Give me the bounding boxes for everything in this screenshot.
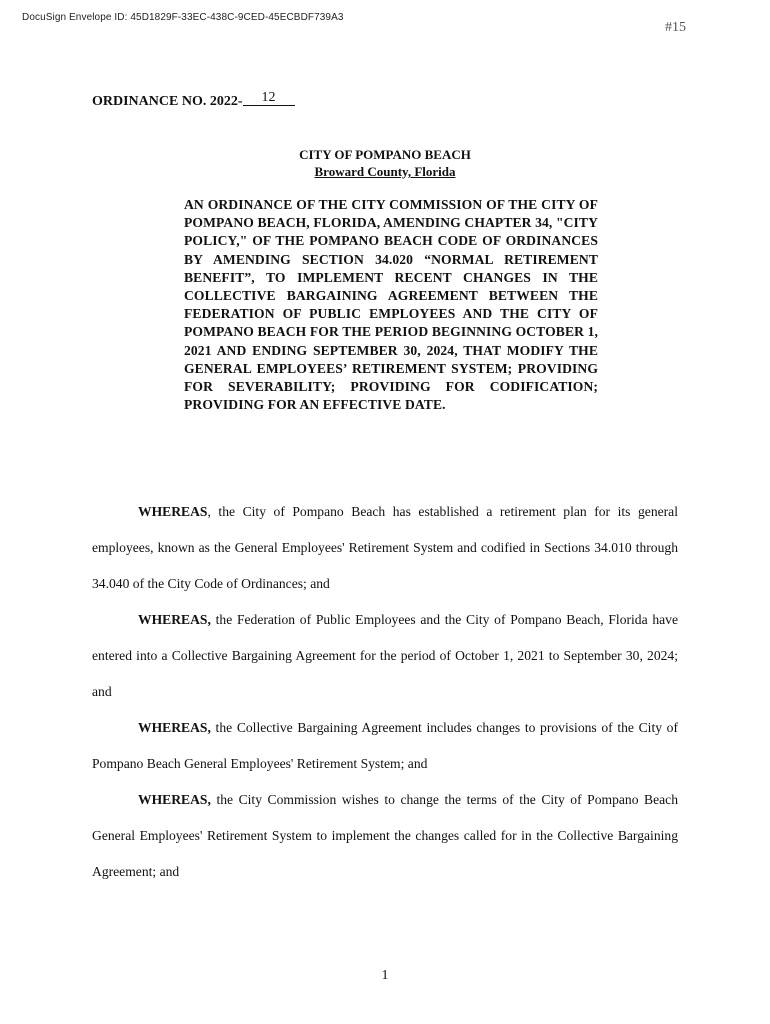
docusign-envelope-id: DocuSign Envelope ID: 45D1829F-33EC-438C-9CED-45ECBDF739A3: [22, 12, 344, 23]
whereas-text: the Collective Bargaining Agreement includes changes to provisions of the City of Pompano Beach General Employees' Retirement System; and: [92, 720, 678, 771]
page-number: 1: [381, 968, 389, 983]
whereas-section: [92, 494, 678, 890]
ordinance-prefix: ORDINANCE NO. 2022-: [92, 94, 243, 109]
ordinance-number: 12: [243, 91, 295, 106]
whereas-lead: WHEREAS,: [138, 720, 211, 735]
whereas-clause: [92, 710, 678, 782]
whereas-lead: WHEREAS: [138, 504, 208, 519]
whereas-text: , the City of Pompano Beach has established a retirement plan for its general employees, known as the General Employees' Retirement System and codified in Sections 34.010 through 34.040 of the City Code of Ordinances; and: [92, 504, 678, 591]
whereas-clause: [92, 494, 678, 602]
whereas-text: the Federation of Public Employees and the City of Pompano Beach, Florida have entered into a Collective Bargaining Agreement for the period of October 1, 2021 to September 30, 2024; and: [92, 612, 678, 699]
whereas-lead: WHEREAS,: [138, 792, 211, 807]
whereas-lead: WHEREAS,: [138, 612, 211, 627]
whereas-clause: [92, 782, 678, 890]
whereas-clause: [92, 602, 678, 710]
whereas-text: the City Commission wishes to change the terms of the City of Pompano Beach General Employees' Retirement System to implement the changes called for in the Collective Bargaining Agreement; and: [92, 792, 678, 879]
city-heading: [0, 146, 770, 180]
city-name: CITY OF POMPANO BEACH: [299, 147, 471, 162]
county-name: Broward County, Florida: [314, 164, 456, 179]
agenda-item-number: #15: [665, 20, 686, 35]
ordinance-caption: AN ORDINANCE OF THE CITY COMMISSION OF THE CITY OF POMPANO BEACH, FLORIDA, AMENDING CHAPTER 34, "CITY POLICY," OF THE POMPANO BEACH CODE OF ORDINANCES BY AMENDING SECTION 34.020 “NORMAL RETIREMENT BENEFIT”, TO IMPLEMENT RECENT CHANGES IN THE COLLECTIVE BARGAINING AGREEMENT BETWEEN THE FEDERATION OF PUBLIC EMPLOYEES AND THE CITY OF POMPANO BEACH FOR THE PERIOD BEGINNING OCTOBER 1, 2021 AND ENDING SEPTEMBER 30, 2024, THAT MODIFY THE GENERAL EMPLOYEES’ RETIREMENT SYSTEM; PROVIDING FOR SEVERABILITY; PROVIDING FOR CODIFICATION; PROVIDING FOR AN EFFECTIVE DATE.: [184, 197, 598, 413]
ordinance-number-line: [92, 90, 295, 110]
